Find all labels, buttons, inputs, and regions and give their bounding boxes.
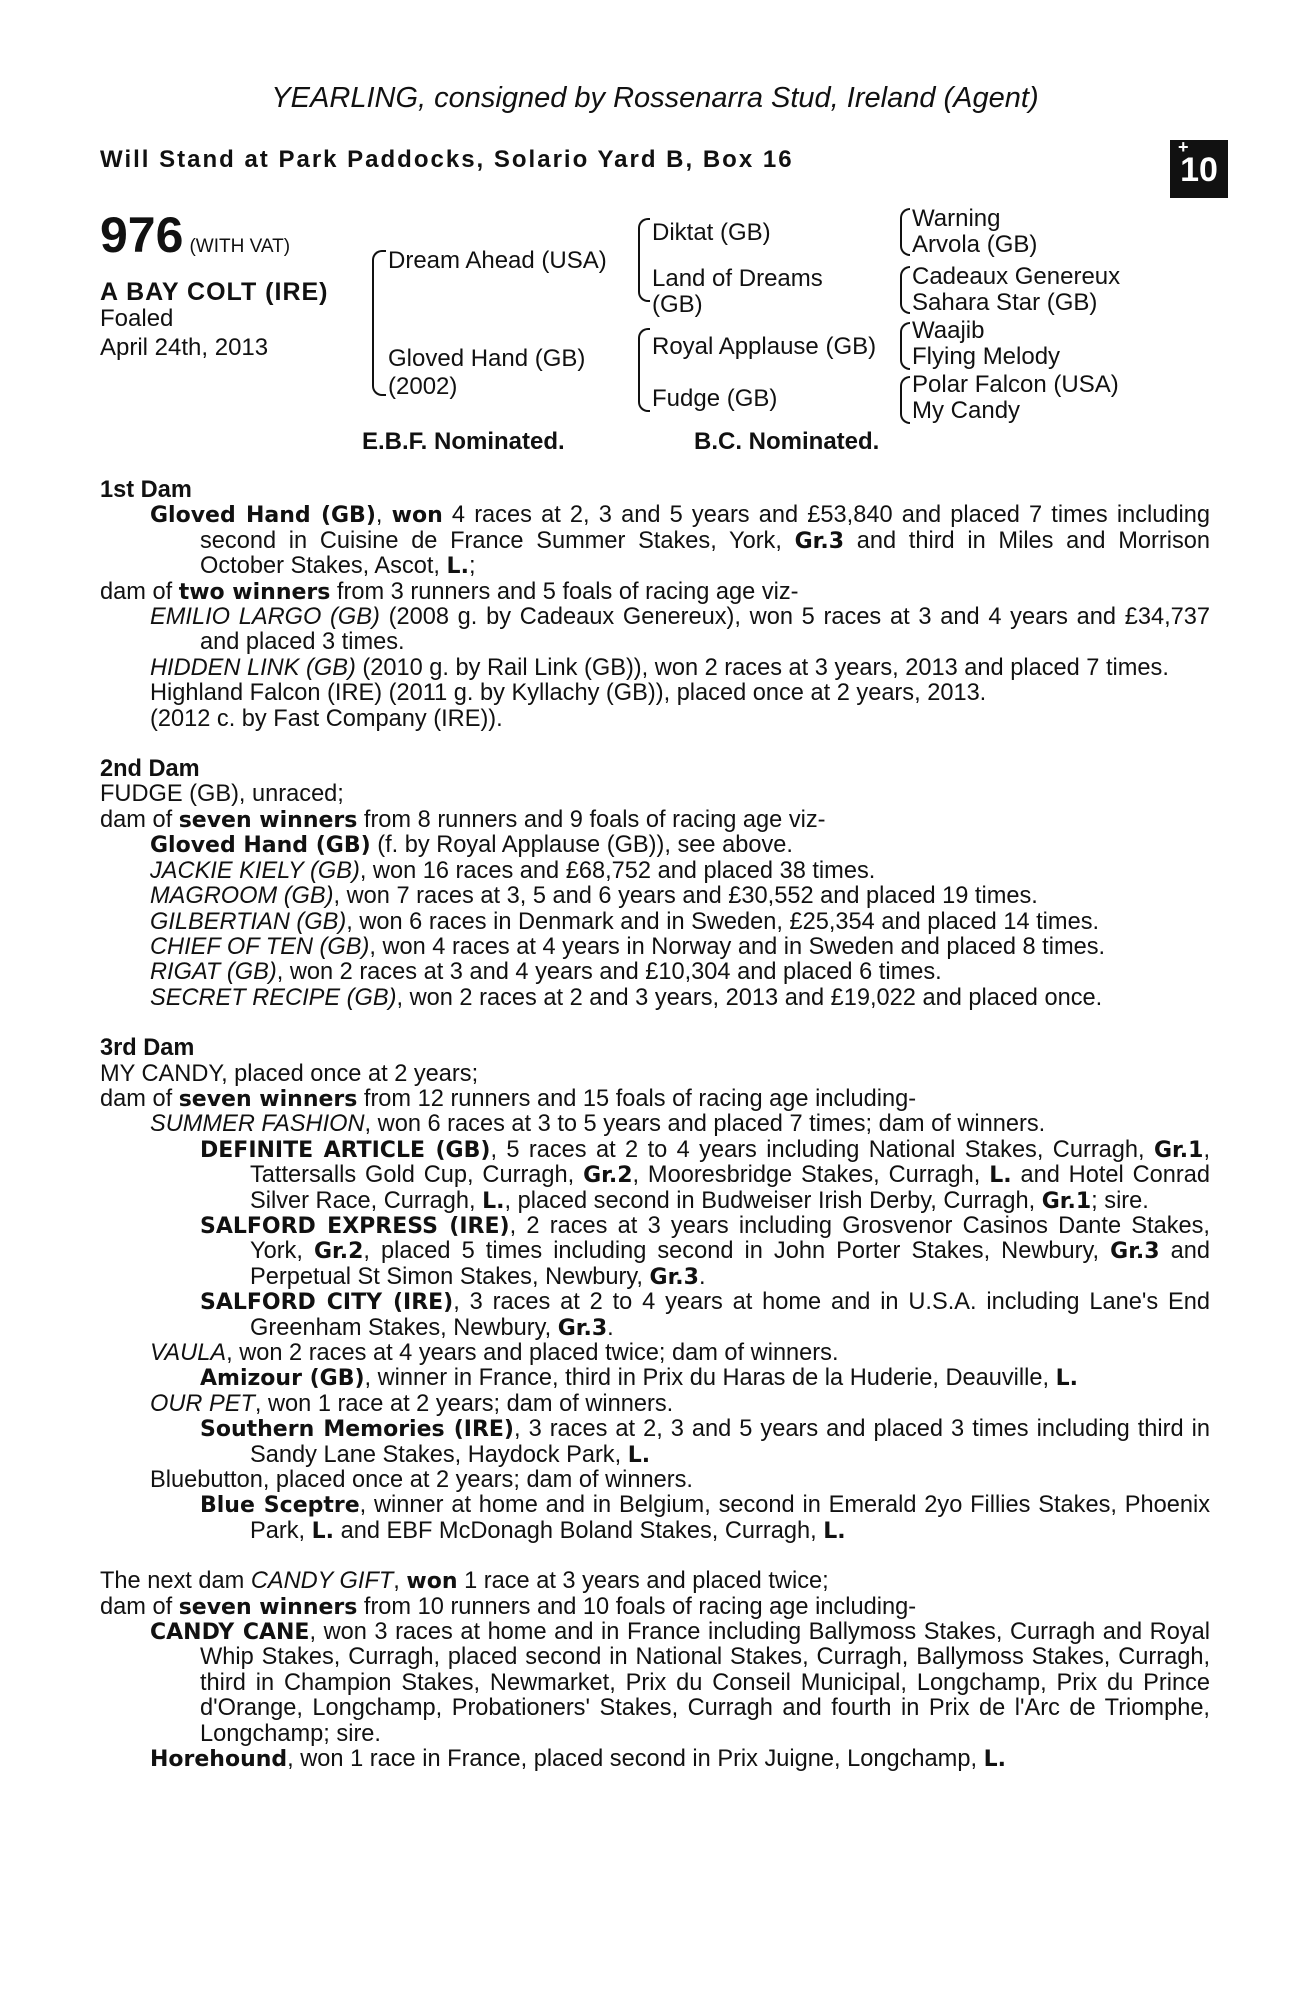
produce-blue-sceptre: Blue Sceptre, winner at home and in Belgium, second in Emerald 2yo Fillies Stakes, Phoenix Park, L. and EBF McDonagh Boland Stakes, Curragh, L. <box>200 1492 1210 1544</box>
pedigree-brace <box>900 266 910 314</box>
pedigree-dam: Gloved Hand (GB) <box>388 345 586 372</box>
produce-horehound: Horehound, won 1 race in France, placed second in Prix Juigne, Longchamp, L. <box>150 1746 1006 1773</box>
badge-number: 10 <box>1180 151 1218 189</box>
third-dam-heading: 3rd Dam <box>100 1035 195 1062</box>
pedigree-brace <box>900 208 910 256</box>
produce-secret-recipe: SECRET RECIPE (GB), won 2 races at 2 and 3 years, 2013 and £19,022 and placed once. <box>150 984 1103 1011</box>
consignment-line: YEARLING, consigned by Rossenarra Stud, Ireland (Agent) <box>271 82 1039 114</box>
pedigree-brace <box>638 328 650 412</box>
location-line: Will Stand at Park Paddocks, Solario Yard B, Box 16 <box>100 146 794 173</box>
first-dam-produce-summary: dam of two winners from 3 runners and 5 foals of racing age viz- <box>100 578 799 605</box>
pedigree-g8: My Candy <box>912 397 1021 424</box>
produce-hidden-link: HIDDEN LINK (GB) (2010 g. by Rail Link (GB)), won 2 races at 3 years, 2013 and placed 7 times. <box>150 654 1169 681</box>
pedigree-g3: Cadeaux Genereux <box>912 263 1121 290</box>
foaled-info <box>100 304 268 362</box>
second-dam-produce-summary: dam of seven winners from 8 runners and 9 foals of racing age viz- <box>100 806 826 833</box>
produce-gilbertian: GILBERTIAN (GB), won 6 races in Denmark and in Sweden, £25,354 and placed 14 times. <box>150 908 1100 935</box>
produce-salford-express: SALFORD EXPRESS (IRE), 2 races at 3 years including Grosvenor Casinos Dante Stakes, York, Gr.2, placed 5 times including second in John Porter Stakes, Newbury, Gr.3 and Perpetual St Simon Stakes, Newbury, Gr.3. <box>200 1212 1211 1290</box>
next-dam-produce-summary: dam of seven winners from 10 runners and 10 foals of racing age including- <box>100 1593 917 1620</box>
pedigree-sire-sire: Diktat (GB) <box>652 219 771 246</box>
first-dam-record: Gloved Hand (GB), won 4 races at 2, 3 and 5 years and £53,840 and placed 7 times including second in Cuisine de France Summer Stakes, York, Gr.3 and third in Miles and Morrison October Stakes, Ascot, L.; <box>150 502 1210 580</box>
produce-2012-colt: (2012 c. by Fast Company (IRE)). <box>150 705 503 732</box>
produce-summer-fashion: SUMMER FASHION, won 6 races at 3 to 5 years and placed 7 times; dam of winners. <box>150 1111 1046 1138</box>
badge-plus: + <box>1178 137 1189 157</box>
ebf-nomination: E.B.F. Nominated. <box>362 428 565 455</box>
produce-emilio-largo: EMILIO LARGO (GB) (2008 g. by Cadeaux Genereux), won 5 races at 3 and 4 years and £34,737 and placed 3 times. <box>150 604 1210 656</box>
pedigree-dam-dam: Fudge (GB) <box>652 385 778 412</box>
pedigree-brace <box>638 218 650 302</box>
pedigree-sire-dam: Land of Dreams <box>652 265 823 292</box>
first-dam-heading: 1st Dam <box>100 477 192 503</box>
vat-label: (WITH VAT) <box>189 236 291 257</box>
pedigree-dam-sire: Royal Applause (GB) <box>652 333 877 360</box>
pedigree-sire: Dream Ahead (USA) <box>388 247 607 274</box>
pedigree-g7: Polar Falcon (USA) <box>912 371 1119 398</box>
third-dam-line: MY CANDY, placed once at 2 years; <box>100 1060 479 1087</box>
pedigree-g1: Warning <box>912 205 1001 232</box>
produce-highland-falcon: Highland Falcon (IRE) (2011 g. by Kyllachy (GB)), placed once at 2 years, 2013. <box>150 680 987 707</box>
produce-amizour: Amizour (GB), winner in France, third in Prix du Haras de la Huderie, Deauville, L. <box>200 1365 1079 1392</box>
produce-candy-cane: CANDY CANE, won 3 races at home and in France including Ballymoss Stakes, Curragh and Royal Whip Stakes, Curragh, placed second in National Stakes, Curragh, Ballymoss Stakes, Curragh, third in Champion Stakes, Newmarket, Prix du Conseil Municipal, Longchamp, Prix du Prince d'Orange, Longchamp, Probationers' Stakes, Curragh and fourth in Prix de l'Arc de Triomphe, Longchamp; sire. <box>150 1619 1210 1747</box>
lot-title: A BAY COLT (IRE) <box>100 278 329 306</box>
pedigree-g5: Waajib <box>912 317 985 344</box>
third-dam-produce-summary: dam of seven winners from 12 runners and 15 foals of racing age including- <box>100 1085 917 1112</box>
produce-bluebutton: Bluebutton, placed once at 2 years; dam of winners. <box>150 1467 693 1494</box>
pedigree-sire-dam-suffix: (GB) <box>652 291 703 318</box>
produce-jackie-kiely: JACKIE KIELY (GB), won 16 races and £68,752 and placed 38 times. <box>150 857 876 884</box>
produce-definite-article: DEFINITE ARTICLE (GB), 5 races at 2 to 4 years including National Stakes, Curragh, Gr.1, Tattersalls Gold Cup, Curragh, Gr.2, Mooresbridge Stakes, Curragh, L. and Hotel Conrad Silver Race, Curragh, L., placed second in Budweiser Irish Derby, Curragh, Gr.1; sire. <box>200 1136 1210 1214</box>
produce-salford-city: SALFORD CITY (IRE), 3 races at 2 to 4 years at home and in U.S.A. including Lane's End Greenham Stakes, Newbury, Gr.3. <box>200 1289 1210 1341</box>
produce-vaula: VAULA, won 2 races at 4 years and placed twice; dam of winners. <box>150 1340 839 1366</box>
lot-number <box>100 206 290 264</box>
foaled-label: Foaled <box>100 305 174 332</box>
produce-gloved-hand: Gloved Hand (GB) (f. by Royal Applause (GB)), see above. <box>150 832 793 859</box>
produce-chief-of-ten: CHIEF OF TEN (GB), won 4 races at 4 years in Norway and in Sweden and placed 8 times. <box>150 933 1106 960</box>
second-dam-line: FUDGE (GB), unraced; <box>100 781 344 808</box>
second-dam-heading: 2nd Dam <box>100 756 200 783</box>
produce-magroom: MAGROOM (GB), won 7 races at 3, 5 and 6 years and £30,552 and placed 19 times. <box>150 883 1038 910</box>
lot-number-value: 976 <box>100 207 184 263</box>
foaled-date: April 24th, 2013 <box>100 334 269 361</box>
bc-nomination: B.C. Nominated. <box>694 428 880 455</box>
pedigree-brace <box>372 250 386 396</box>
pedigree-g2: Arvola (GB) <box>912 231 1038 258</box>
lot-badge <box>1170 137 1228 198</box>
pedigree-brace <box>900 376 910 424</box>
pedigree-dam-year: (2002) <box>388 373 458 400</box>
produce-southern-memories: Southern Memories (IRE), 3 races at 2, 3 and 5 years and placed 3 times including third in Sandy Lane Stakes, Haydock Park, L. <box>200 1416 1210 1468</box>
family-text <box>100 478 1210 1773</box>
pedigree-brace <box>900 322 910 370</box>
pedigree-g6: Flying Melody <box>912 343 1061 370</box>
produce-rigat: RIGAT (GB), won 2 races at 3 and 4 years and £10,304 and placed 6 times. <box>150 959 942 986</box>
next-dam-line: The next dam CANDY GIFT, won 1 race at 3 years and placed twice; <box>100 1568 829 1595</box>
pedigree-g4: Sahara Star (GB) <box>912 289 1098 316</box>
produce-our-pet: OUR PET, won 1 race at 2 years; dam of winners. <box>150 1390 674 1417</box>
